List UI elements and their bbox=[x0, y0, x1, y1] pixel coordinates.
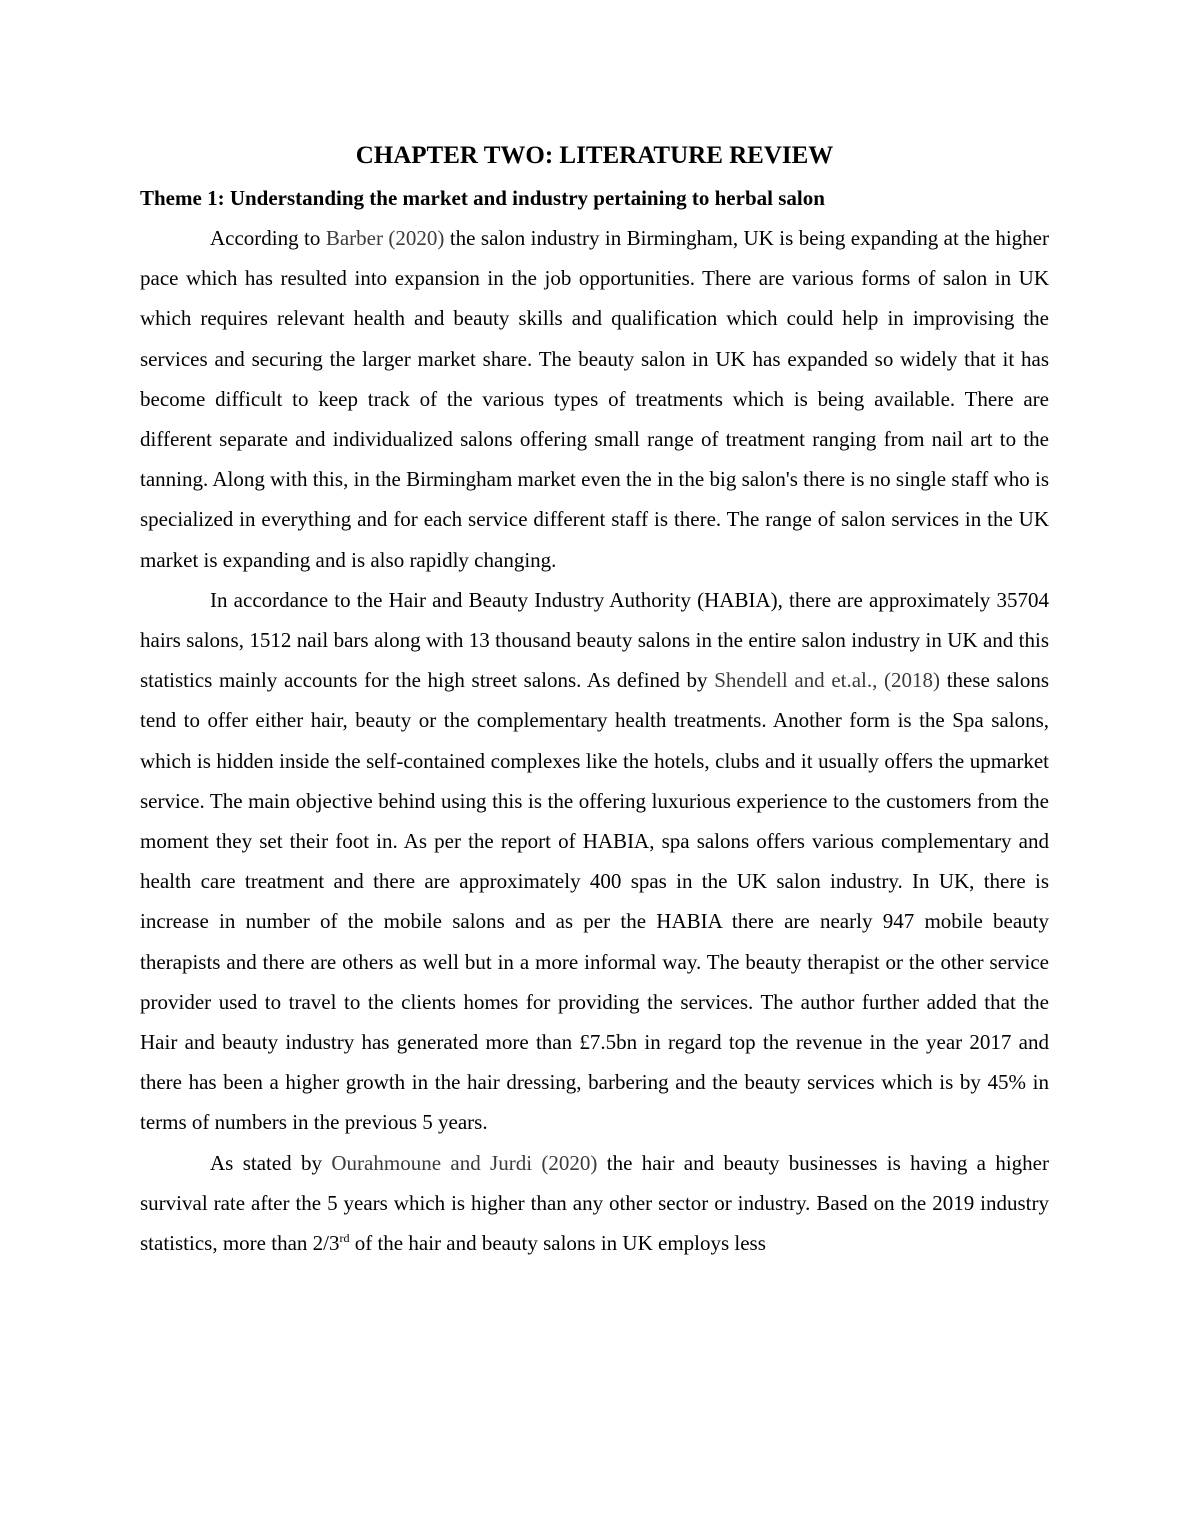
document-page bbox=[140, 138, 1049, 1263]
paragraph-1 bbox=[140, 218, 1049, 580]
paragraph-2 bbox=[140, 580, 1049, 1143]
paragraph-2-text-end: these salons tend to offer either hair, beauty or the complementary health treatments. Another form is the Spa salons, which is hidden inside the self-contained complexes like the hotels, clubs and it usually offers the upmarket service. The main objective behind using this is the offering luxurious experience to the customers from the moment they set their foot in. As per the report of HABIA, spa salons offers various complementary and health care treatment and there are approximately 400 spas in the UK salon industry. In UK, there is increase in number of the mobile salons and as per the HABIA there are nearly 947 mobile beauty therapists and there are others as well but in a more informal way. The beauty therapist or the other service provider used to travel to the clients homes for providing the services. The author further added that the Hair and beauty industry has generated more than £7.5bn in regard top the revenue in the year 2017 and there has been a higher growth in the hair dressing, barbering and the beauty services which is by 45% in terms of numbers in the previous 5 years. bbox=[140, 668, 1049, 1135]
citation-shendell: Shendell and et.al., (2018) bbox=[714, 668, 941, 693]
paragraph-3-text-end: of the hair and beauty salons in UK employs less bbox=[349, 1231, 766, 1256]
paragraph-2-text-start: In accordance to the Hair and Beauty Industry Authority (HABIA), there are approximately 35704 hairs salons, 1512 nail bars along with 13 thousand beauty salons in the entire salon industry in UK and this statistics mainly accounts for the high street salons. As defined by bbox=[140, 587, 1049, 693]
chapter-title: CHAPTER TWO: LITERATURE REVIEW bbox=[355, 142, 834, 169]
paragraph-3-text-start: As stated by bbox=[210, 1150, 332, 1175]
citation-ourahmoune: Ourahmoune and Jurdi (2020) bbox=[331, 1150, 598, 1175]
theme-heading: Theme 1: Understanding the market and industry pertaining to herbal salon bbox=[140, 186, 825, 210]
paragraph-1-text-start: According to bbox=[210, 226, 326, 250]
paragraph-3 bbox=[140, 1143, 1049, 1264]
paragraph-3-text-middle: the hair and beauty businesses is having a higher survival rate after the 5 years which is higher than any other sector or industry. Based on the 2019 industry statistics, more than 2/3 bbox=[140, 1150, 1049, 1256]
citation-barber: Barber (2020) bbox=[325, 226, 445, 250]
paragraph-1-text-end: the salon industry in Birmingham, UK is being expanding at the higher pace which has resulted into expansion in the job opportunities. There are various forms of salon in UK which requires relevant health and beauty skills and qualification which could help in improvising the services and securing the larger market share. The beauty salon in UK has expanded so widely that it has become difficult to keep track of the various types of treatments which is being available. There are different separate and individualized salons offering small range of treatment ranging from nail art to the tanning. Along with this, in the Birmingham market even the in the big salon's there is no single staff who is specialized in everything and for each service different staff is there. The range of salon services in the UK market is expanding and is also rapidly changing. bbox=[140, 226, 1049, 572]
ordinal-superscript: rd bbox=[339, 1231, 350, 1246]
